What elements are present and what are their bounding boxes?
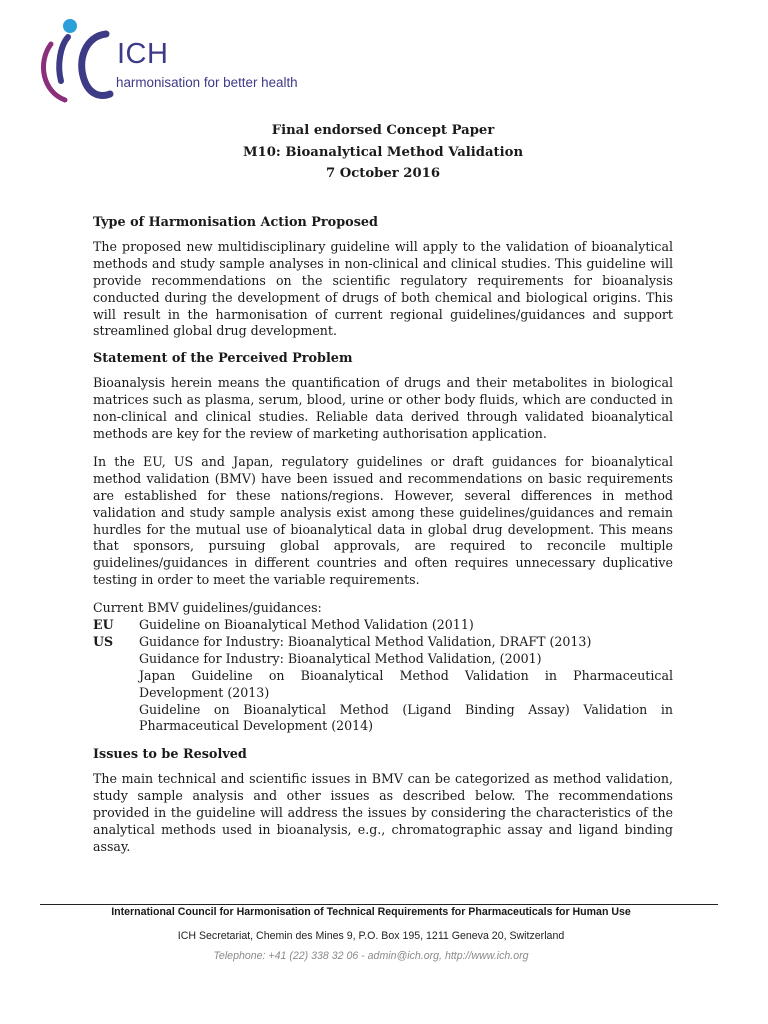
section-heading-action: Type of Harmonisation Action Proposed xyxy=(93,215,378,230)
guideline-text: Guidance for Industry: Bioanalytical Method Validation, DRAFT (2013) xyxy=(139,633,592,649)
ich-logo xyxy=(40,18,300,104)
guideline-region xyxy=(93,668,139,702)
guideline-text: Japan Guideline on Bioanalytical Method Validation in Pharmaceutical Development (2013) xyxy=(139,667,673,700)
logo-tagline: harmonisation for better health xyxy=(116,75,298,90)
guideline-item xyxy=(93,651,673,668)
section-heading-issues: Issues to be Resolved xyxy=(93,747,247,763)
logo-c-arc-icon xyxy=(82,34,110,96)
footer-address: ICH Secretariat, Chemin des Mines 9, P.O. Box 195, 1211 Geneva 20, Switzerland xyxy=(177,930,565,942)
problem-paragraph-2: In the EU, US and Japan, regulatory guidelines or draft guidances for bioanalytical method validation (BMV) have been issued and recommendations on basic requirements are established for these nations/regions. However, several differences in method validation and study sample analysis exist among these guidelines/guidances and remain hurdles for the mutual use of bioanalytical data in global drug development. This means that sponsors, pursuing global approvals, are required to reconcile multiple guidelines/guidances in different countries and often requires unnecessary duplicative testing in order to meet the variable requirements. xyxy=(93,453,673,588)
guideline-region xyxy=(93,651,139,668)
logo-stem-icon xyxy=(59,37,68,81)
guideline-text: Guideline on Bioanalytical Method Validation (2011) xyxy=(139,617,474,633)
guideline-text: Guideline on Bioanalytical Method (Ligand Binding Assay) Validation in Pharmaceutical Development (2014) xyxy=(139,701,673,734)
document-date: 7 October 2016 xyxy=(325,166,441,181)
document-title: M10: Bioanalytical Method Validation xyxy=(242,144,524,160)
guideline-item xyxy=(93,702,673,736)
guideline-region xyxy=(93,702,139,736)
issues-paragraph: The main technical and scientific issues in BMV can be categorized as method validation, study sample analysis and other issues as described below. The recommendations provided in the guideline will address the issues by considering the characteristics of the analytical methods used in bioanalysis, e.g., chromatographic assay and ligand binding assay. xyxy=(93,771,673,854)
footer-organisation: International Council for Harmonisation of Technical Requirements for Pharmaceuticals for Human Use xyxy=(111,906,631,918)
section-heading-problem: Statement of the Perceived Problem xyxy=(93,351,353,367)
guideline-item xyxy=(93,668,673,702)
guideline-region: US xyxy=(93,633,114,649)
document-type: Final endorsed Concept Paper xyxy=(271,123,495,138)
logo-dot-icon xyxy=(63,19,77,33)
guideline-item xyxy=(93,634,673,651)
document-title-block xyxy=(93,120,673,185)
document-body xyxy=(93,215,673,867)
guideline-item xyxy=(93,617,673,634)
problem-paragraph-1: Bioanalysis herein means the quantification of drugs and their metabolites in biological matrices such as plasma, serum, blood, urine or other body fluids, which are conducted in non-clinical and clinical studies. Reliable data derived through validated bioanalytical methods are key for the review of marketing authorisation application. xyxy=(93,375,673,441)
guideline-text: Guidance for Industry: Bioanalytical Method Validation, (2001) xyxy=(139,650,542,666)
logo-name: ICH xyxy=(117,38,169,70)
ich-logo-mark-icon xyxy=(40,18,116,104)
action-paragraph: The proposed new multidisciplinary guideline will apply to the validation of bioanalytical methods and study sample analyses in non-clinical and clinical studies. This guideline will provide recommendations on the scientific regulatory requirements for bioanalysis conducted during the development of drugs of both chemical and biological origins. This will result in the harmonisation of current regional guidelines/guidances and support streamlined global drug development. xyxy=(93,238,673,339)
guideline-list xyxy=(93,600,673,735)
footer-contact: Telephone: +41 (22) 338 32 06 - admin@ich.org, http://www.ich.org xyxy=(213,950,529,962)
guideline-list-intro: Current BMV guidelines/guidances: xyxy=(93,600,322,616)
footer-divider xyxy=(40,904,718,905)
guideline-region: EU xyxy=(93,617,114,633)
